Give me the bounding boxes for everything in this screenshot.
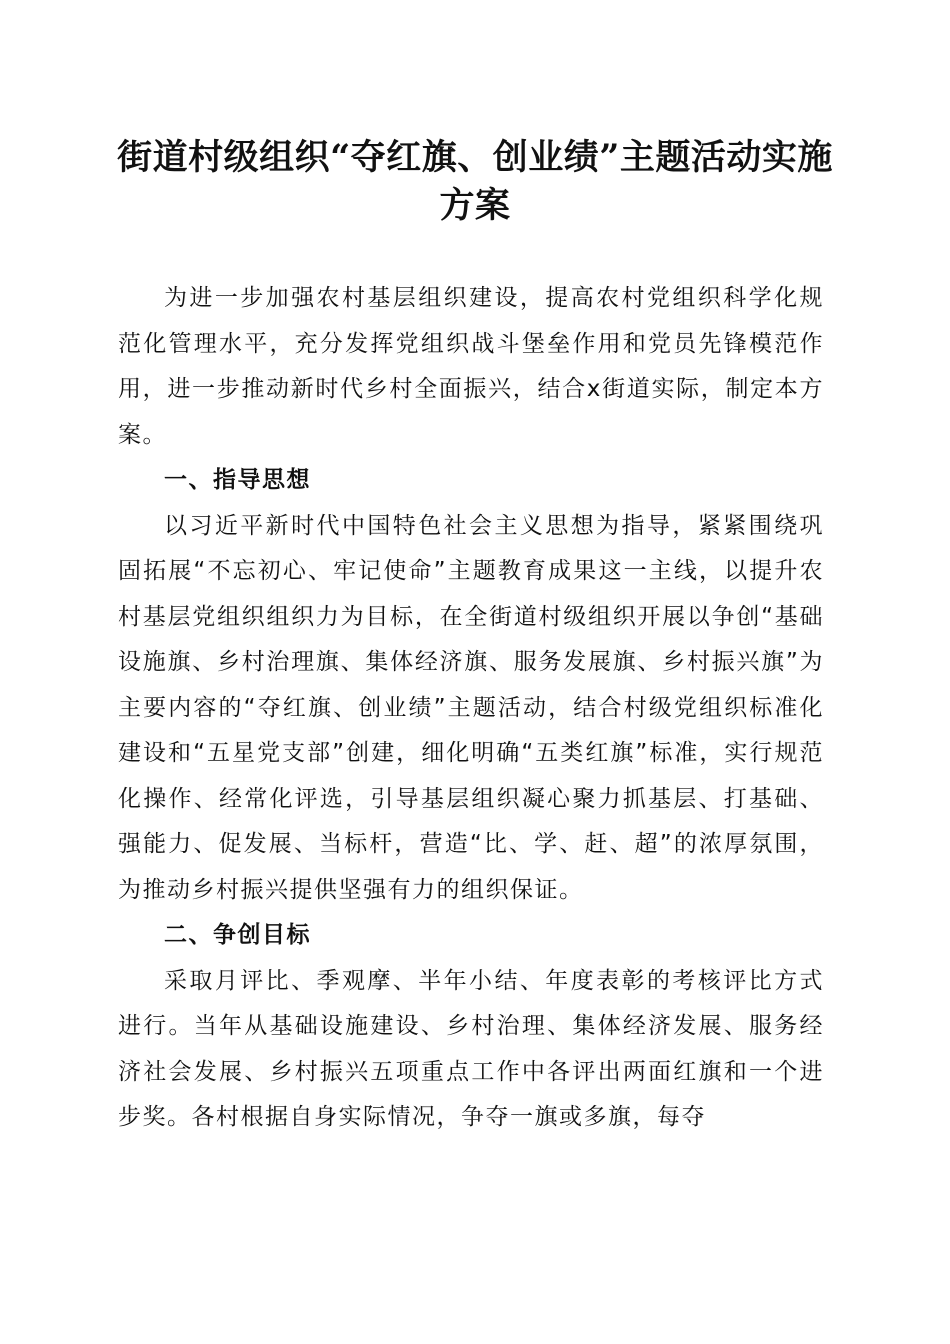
intro-paragraph: 为进一步加强农村基层组织建设，提高农村党组织科学化规范化管理水平，充分发挥党组织战斗堡垒作用和党员先锋模范作用，进一步推动新时代乡村全面振兴，结合x街道实际，制定本方案。 [118, 285, 824, 448]
section-heading-goals: 二、争创目标 [164, 922, 311, 948]
section-heading-guiding-ideology: 一、指导思想 [164, 467, 311, 493]
section-text-goals: 采取月评比、季观摩、半年小结、年度表彰的考核评比方式进行。当年从基础设施建设、乡村治理、集体经济发展、服务经济社会发展、乡村振兴五项重点工作中各评出两面红旗和一个进步奖。各村根据自身实际情况，争夺一旗或多旗，每夺 [118, 967, 824, 1130]
section-text-guiding-ideology: 以习近平新时代中国特色社会主义思想为指导，紧紧围绕巩固拓展“不忘初心、牢记使命”主题教育成果这一主线，以提升农村基层党组织组织力为目标，在全街道村级组织开展以争创“基础设施旗、乡村治理旗、集体经济旗、服务发展旗、乡村振兴旗”为主要内容的“夺红旗、创业绩”主题活动，结合村级党组织标准化建设和“五星党支部”创建，细化明确“五类红旗”标准，实行规范化操作、经常化评选，引导基层组织凝心聚力抓基层、打基础、强能力、促发展、当标杆，营造“比、学、赶、超”的浓厚氛围，为推动乡村振兴提供坚强有力的组织保证。 [118, 512, 824, 903]
document-body [118, 276, 824, 1141]
document-title: 街道村级组织“夺红旗、创业绩”主题活动实施方案 [117, 137, 833, 226]
